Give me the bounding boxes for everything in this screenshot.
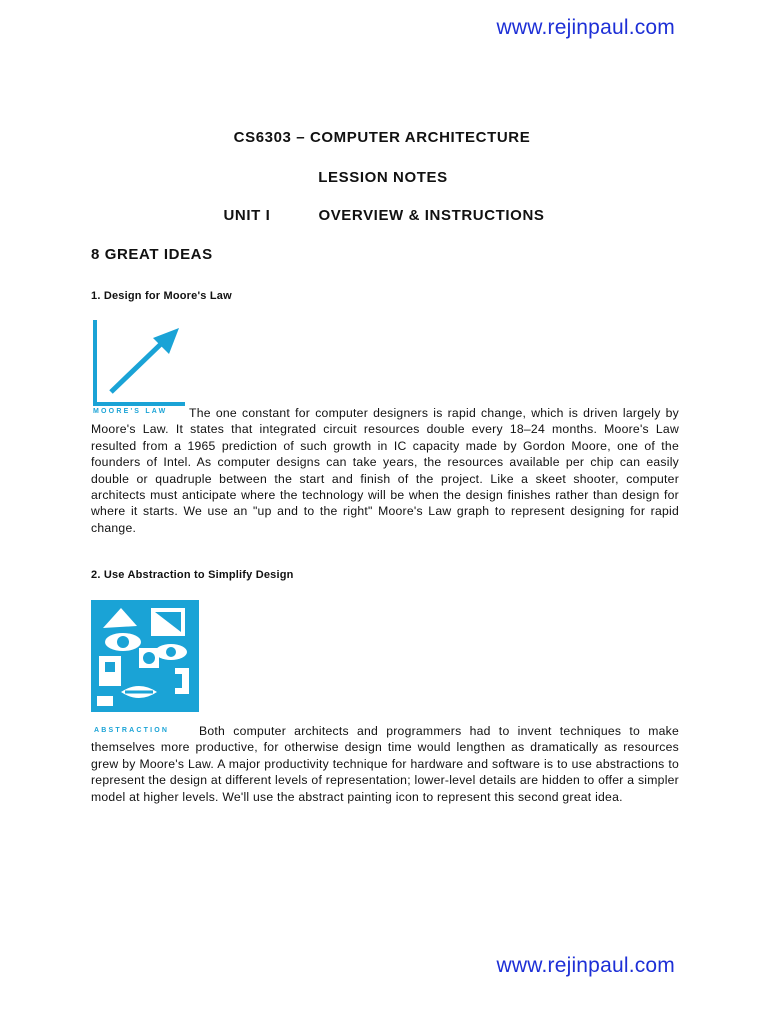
unit-label: UNIT I xyxy=(223,207,271,224)
unit-title: OVERVIEW & INSTRUCTIONS xyxy=(318,207,545,224)
idea-2-paragraph: Both computer architects and programmers had to invent techniques to make themselves more productive, for otherwise design time would lengthen as dramatically as resources grew by Moore's Law. A major productivity technique for hardware and software is to use abstractions to represent the design at different levels of representation; lower-level details are hidden to offer a simpler model at higher levels. We'll use the abstract painting icon to represent this second great idea. xyxy=(91,724,679,804)
moores-law-arrow-icon xyxy=(91,318,189,416)
unit-heading xyxy=(0,207,768,224)
idea-1-paragraph: The one constant for computer designers is rapid change, which is driven largely by Moore's Law. It states that integrated circuit resources double every 18–24 months. Moore's Law resulted from a 1965 prediction of such growth in IC capacity made by Gordon Moore, one of the founders of Intel. As computer designs can take years, the resources available per chip can easily double or quadruple between the start and finish of the project. Like a skeet shooter, computer architects must anticipate where the technology will be when the design finishes rather than design for where it starts. We use an "up and to the right" Moore's Law graph to represent designing for rapid change. xyxy=(91,406,679,535)
footer-site-link[interactable]: www.rejinpaul.com xyxy=(496,954,675,977)
abstraction-caption: ABSTRACTION xyxy=(94,727,170,734)
idea-1-heading: 1. Design for Moore's Law xyxy=(91,290,232,302)
moores-law-caption: MOORE'S LAW xyxy=(93,408,168,415)
abstract-painting-icon xyxy=(91,600,199,712)
header-site-link[interactable]: www.rejinpaul.com xyxy=(496,16,675,39)
idea-2-heading: 2. Use Abstraction to Simplify Design xyxy=(91,569,294,581)
document-subtitle: LESSION NOTES xyxy=(318,169,448,186)
document-title: CS6303 – COMPUTER ARCHITECTURE xyxy=(233,129,531,146)
section-title: 8 GREAT IDEAS xyxy=(91,246,213,263)
